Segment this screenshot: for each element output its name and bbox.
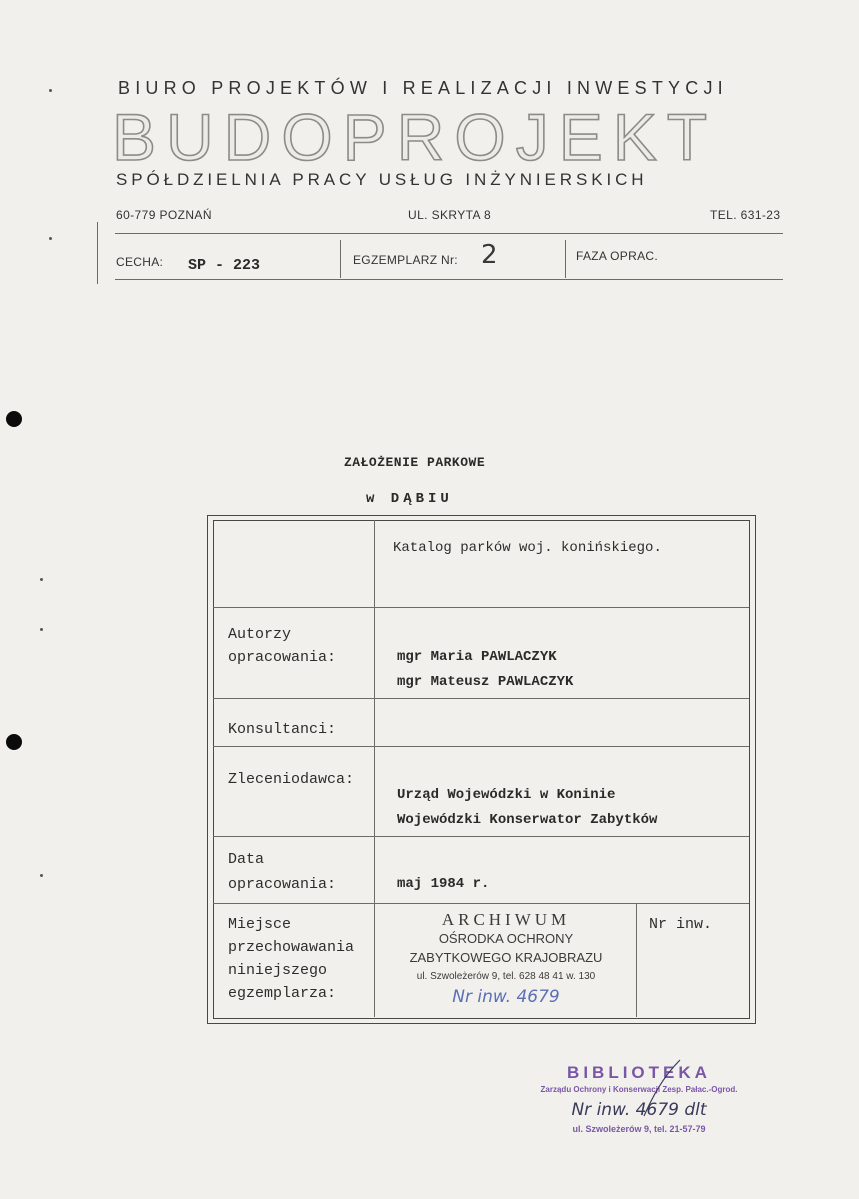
letterhead-cooperative-name: SPÓŁDZIELNIA PRACY USŁUG INŻYNIERSKICH bbox=[116, 170, 648, 189]
document-title: ZAŁOŻENIE PARKOWE bbox=[344, 455, 486, 470]
faza-label: FAZA OPRAC. bbox=[576, 249, 658, 263]
paper-speck bbox=[40, 628, 43, 631]
letterhead-brand-logo: BUDOPROJEKT bbox=[112, 100, 718, 174]
info-table-row-divider bbox=[213, 607, 749, 608]
authors-label-line1: Autorzy bbox=[228, 626, 292, 643]
nr-inw-column-divider bbox=[636, 903, 637, 1017]
info-table-row-divider bbox=[213, 746, 749, 747]
letterhead-street: UL. SKRYTA 8 bbox=[408, 208, 492, 222]
cecha-value: SP - 223 bbox=[188, 257, 261, 274]
punch-hole-bottom bbox=[6, 734, 22, 750]
document-subtitle: w DĄBIU bbox=[366, 491, 453, 507]
egzemplarz-value: 2 bbox=[481, 240, 498, 270]
inventory-number-label: Nr inw. bbox=[649, 916, 713, 933]
author-1: mgr Maria PAWLACZYK bbox=[397, 649, 557, 665]
letterhead-city: 60-779 POZNAŃ bbox=[116, 208, 212, 222]
client-line-2: Wojewódzki Konserwator Zabytków bbox=[397, 812, 658, 828]
client-label: Zleceniodawca: bbox=[228, 771, 355, 788]
signature-scribble bbox=[640, 1058, 686, 1118]
date-value: maj 1984 r. bbox=[397, 876, 490, 892]
info-table-column-divider bbox=[374, 520, 375, 1017]
storage-label-line1: Miejsce bbox=[228, 916, 292, 933]
library-stamp-line2: Zarządu Ochrony i Konserwacji Zesp. Pałac.-Ogrod. bbox=[540, 1085, 738, 1094]
catalog-title: Katalog parków woj. konińskiego. bbox=[393, 540, 662, 556]
paper-speck bbox=[40, 578, 43, 581]
authors-label-line2: opracowania: bbox=[228, 649, 337, 666]
storage-label-line3: niniejszego bbox=[228, 962, 328, 979]
header-divider-2 bbox=[565, 240, 566, 278]
info-table-row-divider bbox=[213, 903, 749, 904]
archive-stamp bbox=[378, 910, 634, 1007]
date-label-line2: opracowania: bbox=[228, 876, 337, 893]
header-rule-top bbox=[115, 233, 783, 234]
letterhead-office-name: BIURO PROJEKTÓW I REALIZACJI INWESTYCJI bbox=[118, 78, 728, 98]
punch-hole-top bbox=[6, 411, 22, 427]
header-left-edge bbox=[97, 222, 98, 284]
cecha-label: CECHA: bbox=[116, 255, 164, 269]
client-line-1: Urząd Wojewódzki w Koninie bbox=[397, 787, 616, 803]
date-label-line1: Data bbox=[228, 851, 265, 868]
archive-stamp-line3: ZABYTKOWEGO KRAJOBRAZU bbox=[409, 950, 603, 965]
paper-speck bbox=[49, 237, 52, 240]
storage-label-line2: przechowawania bbox=[228, 939, 355, 956]
letterhead-phone: TEL. 631-23 bbox=[710, 208, 781, 222]
info-table-row-divider bbox=[213, 698, 749, 699]
consultants-label: Konsultanci: bbox=[228, 721, 337, 738]
archive-stamp-line2: OŚRODKA OCHRONY bbox=[438, 931, 574, 946]
author-2: mgr Mateusz PAWLACZYK bbox=[397, 674, 574, 690]
library-stamp-address: ul. Szwoleżerów 9, tel. 21-57-79 bbox=[572, 1124, 706, 1134]
header-divider-1 bbox=[340, 240, 341, 278]
archive-stamp-handwritten-number: Nr inw. 4679 bbox=[452, 987, 560, 1007]
library-stamp bbox=[524, 1062, 754, 1135]
library-stamp-title: BIBLIOTEKA bbox=[567, 1063, 711, 1082]
header-rule-bottom bbox=[115, 279, 783, 280]
info-table-row-divider bbox=[213, 836, 749, 837]
paper-speck bbox=[49, 89, 52, 92]
library-stamp-handwritten-number: Nr inw. 4679 dlt bbox=[571, 1100, 707, 1120]
storage-label-line4: egzemplarza: bbox=[228, 985, 337, 1002]
egzemplarz-label: EGZEMPLARZ Nr: bbox=[353, 253, 458, 267]
paper-speck bbox=[40, 874, 43, 877]
archive-stamp-title: ARCHIWUM bbox=[441, 910, 571, 929]
archive-stamp-address: ul. Szwoleżerów 9, tel. 628 48 41 w. 130 bbox=[416, 971, 596, 982]
